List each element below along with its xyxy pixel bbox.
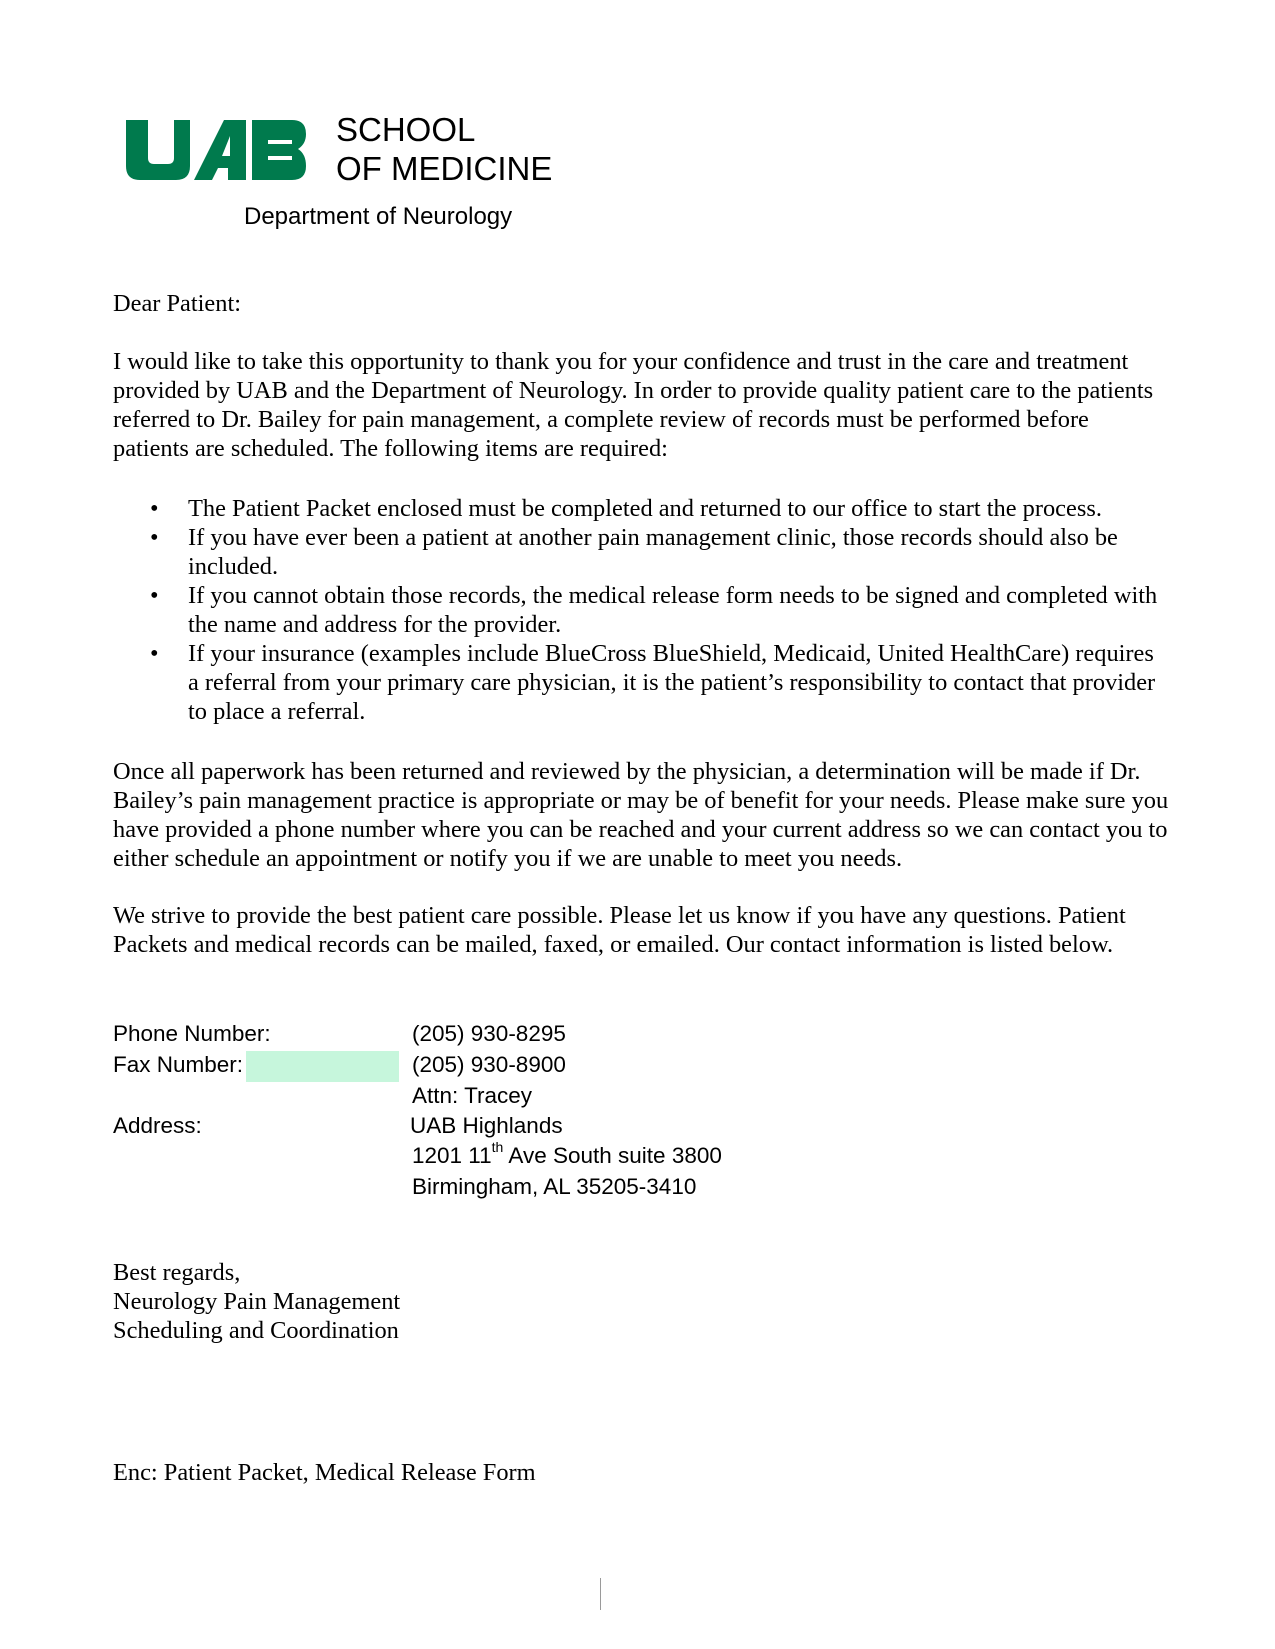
page-footer-divider	[600, 1578, 601, 1610]
requirement-text: If your insurance (examples include BlueCross BlueShield, Medicaid, United HealthCare) requires a referral from your primary care physician, it is the patient’s responsibility to contact that provider to place a referral.	[188, 640, 1156, 725]
requirements-list	[113, 494, 1169, 726]
phone-label: Phone Number:	[113, 1021, 271, 1046]
address-line-1: UAB Highlands	[410, 1113, 563, 1138]
department-name: Department of Neurology	[244, 203, 513, 230]
intro-paragraph: I would like to take this opportunity to thank you for your confidence and trust in the care and treatment provided by UAB and the Department of Neurology. In order to provide quality patient care to the patients referred to Dr. Bailey for pain management, a complete review of records must be performed before patients are scheduled. The following items are required:	[113, 348, 1154, 462]
bullet-icon: •	[150, 495, 159, 522]
closing-line-2: Neurology Pain Management	[113, 1288, 401, 1315]
list-item	[113, 494, 1169, 523]
closing-line-1: Best regards,	[113, 1259, 241, 1286]
street-rest: Ave South suite 3800	[503, 1143, 722, 1168]
requirement-text: The Patient Packet enclosed must be completed and returned to our office to start the process.	[188, 495, 1102, 522]
contact-intro-paragraph: We strive to provide the best patient care possible. Please let us know if you have any questions. Patient Packets and medical records can be mailed, faxed, or emailed. Our contact information is listed below.	[113, 902, 1126, 958]
fax-label: Fax Number:	[113, 1052, 244, 1077]
fax-row	[113, 1049, 713, 1080]
school-line-1: SCHOOL	[336, 111, 476, 148]
closing-block	[113, 1258, 400, 1345]
bullet-icon: •	[150, 524, 159, 551]
bullet-icon: •	[150, 582, 159, 609]
list-item	[113, 639, 1169, 726]
closing-line-3: Scheduling and Coordination	[113, 1317, 399, 1344]
fax-number: (205) 930-8900	[412, 1052, 566, 1077]
requirement-text: If you have ever been a patient at another pain management clinic, those records should also be included.	[188, 524, 1118, 580]
enclosure-line: Enc: Patient Packet, Medical Release Form	[113, 1459, 536, 1486]
school-line-2: OF MEDICINE	[336, 150, 553, 187]
requirement-text: If you cannot obtain those records, the medical release form needs to be signed and completed with the name and address for the provider.	[188, 582, 1158, 638]
highlighted-blank	[246, 1051, 399, 1082]
ordinal-suffix: th	[491, 1138, 504, 1155]
salutation: Dear Patient:	[113, 290, 242, 317]
uab-logo	[124, 118, 308, 182]
address-line-2	[412, 1140, 722, 1171]
determination-paragraph: Once all paperwork has been returned and reviewed by the physician, a determination will be made if Dr. Bailey’s pain management practice is appropriate or may be of benefit for your needs. Please make sure you have provided a phone number where you can be reached and your current address so we can contact you to either schedule an appointment or notify you if we are unable to meet you needs.	[113, 758, 1169, 872]
bullet-icon: •	[150, 640, 159, 667]
attn-line: Attn: Tracey	[412, 1083, 533, 1108]
phone-number: (205) 930-8295	[412, 1021, 566, 1046]
list-item	[113, 581, 1169, 639]
street-number: 1201 11	[412, 1143, 492, 1168]
list-item	[113, 523, 1169, 581]
school-name	[336, 110, 552, 188]
address-line-3: Birmingham, AL 35205-3410	[412, 1174, 697, 1199]
address-label: Address:	[113, 1113, 202, 1138]
